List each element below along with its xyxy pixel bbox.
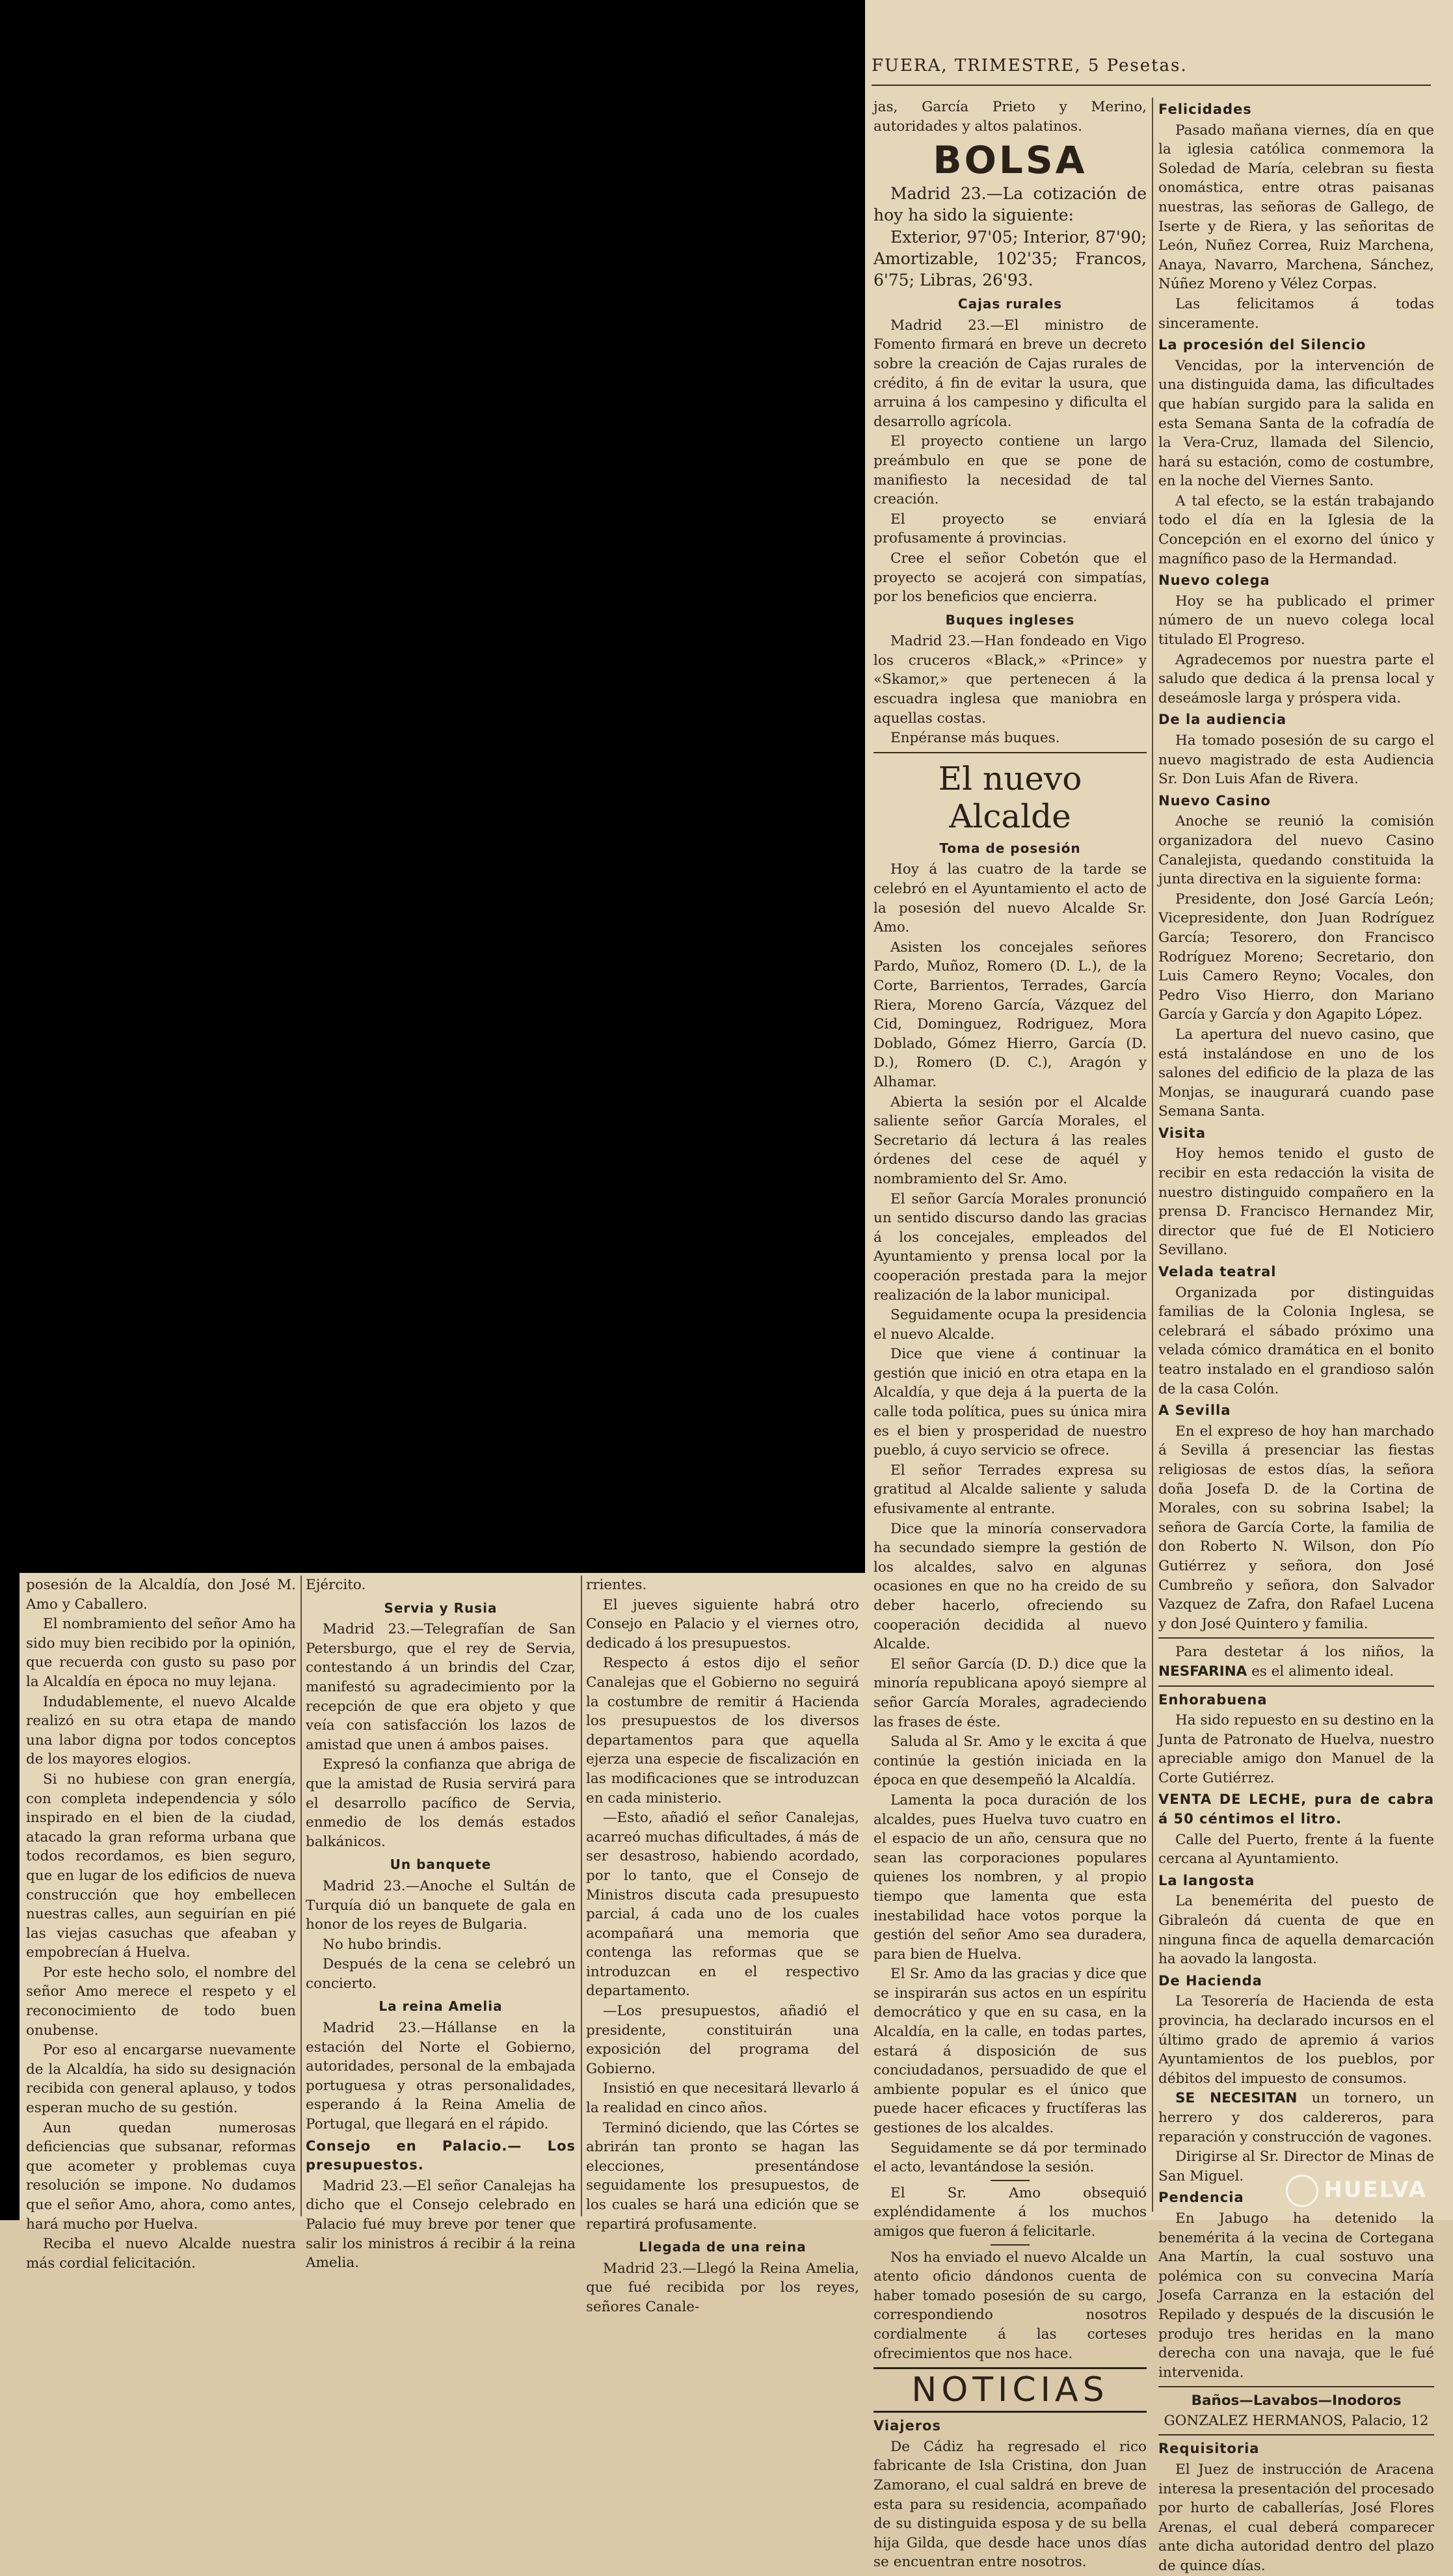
presupuestos-p2: Respecto á estos dijo el señor Canalejas que el Gobierno no seguirá la costumbre de remitir á Hacienda los presupuestos de los diversos departamentos para que aquella ejerza una especie de fiscalización en las modificaciones que se introduzcan en cada ministerio. <box>586 1655 859 1806</box>
procesion-p1: Vencidas, por la intervención de una distinguida dama, las dificultades que habían surgido para la salida en esta Semana Santa de la cofradía de la Vera-Cruz, llamada del Silencio, hará su estación, como de costumbre, en la noche del Viernes Santo. <box>1158 357 1434 490</box>
cajas-p4: Cree el señor Cobetón que el proyecto se acojerá con simpatías, por los beneficios que encierra. <box>873 550 1147 606</box>
cajas-p1: Madrid 23.—El ministro de Fomento firmará en breve un decreto sobre la creación de Cajas rurales de crédito, á fin de evitar la usura, que arruina á los campesino y dificulta el desarrollo agrícola. <box>873 317 1147 430</box>
necesitan-p2: Dirigirse al Sr. Director de Minas de San Miguel. <box>1158 2149 1434 2184</box>
enhorabuena-p1: Ha sido repuesto en su destino en la Junta de Patronato de Huelva, nuestro apreciable amigo don Manuel de la Corte Gutiérrez. <box>1158 1712 1434 1786</box>
toma-p4: El señor García Morales pronunció un sentido discurso dando las gracias á los concejales, empleados del Ayuntamiento y prensa local por la cooperación prestada para la mejor realización de la labor municipal. <box>873 1190 1147 1304</box>
cajas-heading: Cajas rurales <box>957 296 1063 312</box>
alcaldia-p3: Si no hubiese con gran energía, con completa independencia y sólo inspirado en el bien de la ciudad, atacado la gran reforma urbana que todos recordamos, es bien seguro, que en lugar de los edificios de nueva construcción que hoy embellecen nuestras calles, aun seguirían en pié las viejas casuchas que afeaban y empobrecían á Huelva. <box>26 1771 296 1961</box>
bolsa-heading: BOLSA <box>933 138 1087 183</box>
nesfarina-brand: NESFARINA <box>1158 1663 1247 1680</box>
casino-heading: Nuevo Casino <box>1158 792 1271 809</box>
toma-p11: Lamenta la poca duración de los alcaldes, pues Huelva tuvo cuatro en el espacio de un año, censura que no sean las corporaciones populares quienes los nombren, y al propio tiempo que lamenta que esta inestabilidad hace votos porque la gestión del señor Amo sea duradera, para bien de Huelva. <box>873 1791 1147 1963</box>
requisitoria-p1: El Juez de instrucción de Aracena interesa la presentación del procesado por hurto de caballerías, José Flores Arenas, el cual deberá comparecer ante dicha autoridad dentro del plazo de quince días. <box>1158 2462 1434 2575</box>
toma-p14: El Sr. Amo obsequió expléndidamente á los muchos amigos que fueron á felicitarle. <box>873 2184 1147 2240</box>
servia-heading: Servia y Rusia <box>384 1600 498 1616</box>
alcaldia-p1: El nombramiento del señor Amo ha sido muy bien recibido por la opinión, que recuerda con gusto su paso por la Alcaldía en época no muy lejana. <box>26 1616 296 1690</box>
toma-p10: Saluda al Sr. Amo y le excita á que continúe la gestión iniciada en la época en que desempeñó la Alcaldía. <box>873 1734 1147 1789</box>
llegada-p1: Madrid 23.—Llegó la Reina Amelia, que fué recibida por los reyes, señores Canale- <box>586 2260 859 2315</box>
toma-p3: Abierta la sesión por el Alcalde saliente señor García Morales, el Secretario dá lectura á las reales órdenes del cese de aquél y nombramiento del Sr. Amo. <box>873 1093 1147 1187</box>
casino-p3: La apertura del nuevo casino, que está instalándose en uno de los salones del edificio de la plaza de las Monjas, se inaugurará cuando pase Semana Santa. <box>1158 1026 1434 1120</box>
cajas-p2: El proyecto contiene un largo preámbulo en que se pone de manifiesto la necesidad de tal creación. <box>873 433 1147 508</box>
alcaldia-p7: Reciba el nuevo Alcalde nuestra más cordial felicitación. <box>26 2236 296 2272</box>
felic-p1: Pasado mañana viernes, día en que la iglesia católica conmemora la Soledad de María, celebran su fiesta onomástica, entre otras paisanas nuestras, las señoras de Gallego, de Iserte y de Riera, y las señoritas de León, Nuñez Correa, Ruiz Marchena, Anaya, Navarro, Marchena, Sánchez, Núñez Moreno y Vélez Corpas. <box>1158 122 1434 293</box>
alcalde-heading: El nuevo Alcalde <box>938 759 1082 835</box>
necesitan-heading: SE NECESITAN <box>1175 2090 1298 2107</box>
archive-watermark <box>1286 2175 1427 2207</box>
alcaldia-p4: Por este hecho solo, el nombre del señor Amo merece el respeto y el reconocimiento de todo buen onubense. <box>26 1964 296 2039</box>
necesitan-text: un tornero, un herrero y dos caldereros, para reparación y construcción de vagones. <box>1158 2090 1434 2145</box>
banquete-p1: Madrid 23.—Anoche el Sultán de Turquía dió un banquete de gala en honor de los reyes de Bulgaria. <box>306 1877 576 1933</box>
amelia-p1: Madrid 23.—Hállanse en la estación del Norte el Gobierno, autoridades, personal de la embajada portuguesa y otras personalidades, esperando á la Reina Amelia de Portugal, que llegará en el rápido. <box>306 2020 576 2133</box>
column-rule <box>581 1576 582 2216</box>
procesion-heading: La procesión del Silencio <box>1158 337 1366 353</box>
redacted-region-top <box>0 0 872 1573</box>
sevilla-heading: A Sevilla <box>1158 1402 1231 1419</box>
divider <box>991 2244 1030 2246</box>
divider <box>991 2180 1030 2181</box>
requisitoria-heading: Requisitoria <box>1158 2441 1260 2457</box>
viajeros-p1: De Cádiz ha regresado el rico fabricante de Isla Cristina, don Juan Zamorano, el cual saldrá en breve de esta para su residencia, acompañado de su distinguida esposa y de su bella hija Gilda, que desde hace unos días se encuentran entre nosotros. <box>873 2438 1147 2571</box>
langosta-heading: La langosta <box>1158 1872 1255 1888</box>
noticias-heading: NOTICIAS <box>873 2367 1147 2413</box>
casino-p2: Presidente, don José García León; Vicepresidente, don Juan Rodríguez García; Tesorero, don Francisco Rodríguez Moreno; Secretario, don Luis Camero Reyno; Vocales, don Pedro Viso Hierro, don Mariano García y García y don Agapito López. <box>1158 891 1434 1023</box>
intro-text: jas, García Prieto y Merino, autoridades y altos palatinos. <box>873 99 1147 135</box>
divider <box>1158 1637 1434 1639</box>
banquete-heading: Un banquete <box>390 1857 492 1873</box>
column-3 <box>873 98 1147 2571</box>
bolsa-values: Exterior, 97'05; Interior, 87'90; Amortizable, 102'35; Francos, 6'75; Libras, 26'93. <box>873 228 1147 290</box>
toma-p13: Seguidamente se dá por terminado el acto, levantándose la sesión. <box>873 2140 1147 2176</box>
langosta-p1: La benemérita del puesto de Gibraleón dá cuenta de que en ninguna finca de aquella demarcación ha aovado la langosta. <box>1158 1893 1434 1968</box>
servia-p1: Madrid 23.—Telegrafían de San Petersburgo, que el rey de Servia, contestando á un brindis del Czar, manifestó su agradecimiento por la recepción de que era objeto y que veía con satisfacción los lazos de amistad que unen á ambos paises. <box>306 1621 576 1753</box>
bottom-column-3 <box>586 1576 859 2315</box>
colega-p1: Hoy se ha publicado el primer número de un nuevo colega local titulado El Progreso. <box>1158 593 1434 649</box>
toma-p7: El señor Terrades expresa su gratitud al Alcalde saliente y saluda efusivamente al entrante. <box>873 1462 1147 1518</box>
subscription-header <box>872 56 1188 75</box>
nesfarina-text: Para destetar á los niños, la <box>1175 1644 1434 1661</box>
toma-p2: Asisten los concejales señores Pardo, Muñoz, Romero (D. L.), de la Corte, Barrientos, Terrades, García Riera, Moreno García, Vázquez del Cid, Dominguez, Rodriguez, Mora Doblado, Gómez Hierro, García (D. D.), Romero (D. C.), Aragón y Alhamar. <box>873 939 1147 1090</box>
pendencia-p1: En Jabugo ha detenido la benemérita á la vecina de Cortegana Ana Martín, la cual sostuvo una polémica con su convecina María Josefa Carranza en la estación del Repilado y después de la discusión le produjo tres heridas en la mano derecha con una navaja, que le fué intervenida. <box>1158 2210 1434 2381</box>
column-rule <box>1152 98 1153 2212</box>
viajeros-heading: Viajeros <box>873 2418 941 2434</box>
buques-heading: Buques ingleses <box>945 611 1075 628</box>
leche-ad-text: Calle del Puerto, frente á la fuente cercana al Ayuntamiento. <box>1158 1831 1434 1868</box>
toma-p5: Seguidamente ocupa la presidencia el nuevo Alcalde. <box>873 1307 1147 1343</box>
banquete-p2: No hubo brindis. <box>323 1936 442 1953</box>
enhorabuena-heading: Enhorabuena <box>1158 1691 1268 1708</box>
banquete-p3: Después de la cena se celebró un concierto. <box>306 1956 576 1992</box>
banos-ad-line2: GONZALEZ HERMANOS, Palacio, 12 <box>1164 2412 1429 2429</box>
leche-ad-heading: VENTA DE LECHE, pura de cabra á 50 céntimos el litro. <box>1158 1791 1434 1827</box>
audiencia-p1: Ha tomado posesión de su cargo el nuevo magistrado de esta Audiencia Sr. Don Luis Afan de Rivera. <box>1158 732 1434 788</box>
redacted-region-left <box>0 1573 20 2220</box>
presupuestos-p4: —Los presupuestos, añadió el presidente, constituirán una exposición del programa del Gobierno. <box>586 2003 859 2077</box>
colega-heading: Nuevo colega <box>1158 572 1270 589</box>
necesitan-ad <box>1158 2089 1434 2147</box>
watermark-label: HUELVA <box>1324 2177 1427 2203</box>
buques-p2: Enpéranse más buques. <box>890 730 1060 747</box>
audiencia-heading: De la audiencia <box>1158 712 1287 728</box>
archive-logo-icon <box>1286 2175 1318 2207</box>
toma-p15: Nos ha enviado el nuevo Alcalde un atento oficio dándonos cuenta de haber tomado posesión de su cargo, correspondiendo nosotros cordialmente á las corteses ofrecimientos que nos hace. <box>873 2249 1147 2362</box>
presupuestos-p5: Insistió en que necesitará llevarlo á la realidad en cinco años. <box>586 2080 859 2117</box>
felic-heading: Felicidades <box>1158 101 1252 117</box>
toma-heading: Toma de posesión <box>939 840 1081 856</box>
divider <box>1158 1685 1434 1687</box>
alcaldia-p6: Aun quedan numerosas deficiencias que subsanar, reformas que acometer y problemas cuya resolución se impone. No dudamos que el señor Amo, ahora, como antes, hará mucho por Huelva. <box>26 2119 296 2233</box>
column-4 <box>1158 98 1434 2575</box>
servia-p2: Expresó la confianza que abriga de que la amistad de Rusia servirá para el desarrollo pacífico de Servia, enmedio de los demás estados balkánicos. <box>306 1756 576 1850</box>
presupuestos-p1: El jueves siguiente habrá otro Consejo en Palacio y el viernes otro, dedicado á los presupuestos. <box>586 1596 859 1652</box>
toma-p12: El Sr. Amo da las gracias y dice que se inspirarán sus actos en un espíritu democrático y que en su casa, en la Alcaldía, en la calle, en todas partes, estará á disposición de sus conciudadanos, persuadido de que el ambiente popular es el único que puede hacer eficaces y fructíferas las gestiones de los alcaldes. <box>873 1966 1147 2137</box>
alcaldia-p2: Indudablemente, el nuevo Alcalde realizó en su otra etapa de mando una labor digna por todos conceptos de los mayores elogios. <box>26 1693 296 1768</box>
visita-p1: Hoy hemos tenido el gusto de recibir en esta redacción la visita de nuestro distinguido compañero en la prensa D. Francisco Hernandez Mir, director que fué de El Noticiero Sevillano. <box>1158 1146 1434 1259</box>
column-rule <box>300 1576 302 2216</box>
llegada-heading: Llegada de una reina <box>639 2239 806 2255</box>
sevilla-p1: En el expreso de hoy han marchado á Sevilla á presenciar las fiestas religiosas de estos días, la señora doña Josefa D. de la Cortina de Morales, con su sobrina Isabel; la señora de García Corte, la familia de don Roberto N. Wilson, don Pío Gutiérrez y señora, don José Cumbreño y señora, don Salvador Vazquez de Zafra, don Rafael Lucena y don José Quintero y familia. <box>1158 1423 1434 1632</box>
buques-p1: Madrid 23.—Han fondeado en Vigo los cruceros «Black,» «Prince» y «Skamor,» que pertenecen á la escuadra inglesa que maniobra en aquellas costas. <box>873 633 1147 727</box>
presupuestos-p6: Terminó diciendo, que las Córtes se abrirán tan pronto se hagan las elecciones, presentándose seguidamente los presupuestos, de los cuales se hará una edición que se repartirá profusamente. <box>586 2119 859 2233</box>
ejercito-p0: Ejército. <box>306 1577 366 1593</box>
bottom-column-2 <box>306 1576 576 2272</box>
header-rule <box>872 85 1431 86</box>
banos-ad-line1: Baños—Lavabos—Inodoros <box>1191 2393 1402 2409</box>
alcaldia-p0: posesión de la Alcaldía, don José M. Amo y Caballero. <box>26 1577 296 1613</box>
cajas-p3: El proyecto se enviará profusamente á provincias. <box>873 511 1147 547</box>
bottom-column-1 <box>26 1576 296 2272</box>
nesfarina-ad <box>1158 1643 1434 1681</box>
consejo-heading: Consejo en Palacio.— Los presupuestos. <box>306 2138 576 2173</box>
procesion-p2: A tal efecto, se la están trabajando todo el día en la Iglesia de la Concepción en el exorno del único y magnífico paso de la Hermandad. <box>1158 492 1434 567</box>
amelia-heading: La reina Amelia <box>379 1998 503 2015</box>
subscription-text: FUERA, TRIMESTRE, 5 Pesetas. <box>872 56 1188 75</box>
casino-p1: Anoche se reunió la comisión organizadora del nuevo Casino Canalejista, quedando constituida la junta directiva en la siguiente forma: <box>1158 813 1434 888</box>
felic-p2: Las felicitamos á todas sinceramente. <box>1158 295 1434 332</box>
hacienda-p1: La Tesorería de Hacienda de esta provincia, ha declarado incursos en el último grado de apremio á varios Ayuntamientos de los pueblos, por débitos del impuesto de consumos. <box>1158 1993 1434 2087</box>
velada-p1: Organizada por distinguidas familias de la Colonia Inglesa, se celebrará el sábado próximo una velada cómico dramática en el bonito teatro instalado en el grandioso salón de la casa Colón. <box>1158 1284 1434 1397</box>
bolsa-text: Madrid 23.—La cotización de hoy ha sido la siguiente: <box>873 184 1147 225</box>
divider <box>873 752 1147 753</box>
divider <box>1158 2386 1434 2387</box>
nesfarina-tail: es el alimento ideal. <box>1251 1663 1394 1680</box>
presupuestos-p0: rrientes. <box>586 1577 647 1593</box>
visita-heading: Visita <box>1158 1125 1206 1141</box>
consejo-p1: Madrid 23.—El señor Canalejas ha dicho que el Consejo celebrado en Palacio fué muy breve por tener que salir los ministros á recibir á la reina Amelia. <box>306 2177 576 2272</box>
presupuestos-p3: —Esto, añadió el señor Canalejas, acarreó muchas dificultades, á más de ser desastroso, habiendo acordado, por lo tanto, que el Consejo de Ministros discuta cada presupuesto parcial, á cada uno de los cuales acompañará una memoria que contenga las reformas que se introduzcan en el respectivo departamento. <box>586 1810 859 2000</box>
toma-p9: El señor García (D. D.) dice que la minoría republicana apoyó siempre al señor García Morales, agradeciendo las frases de éste. <box>873 1656 1147 1730</box>
toma-p1: Hoy á las cuatro de la tarde se celebró en el Ayuntamiento el acto de la posesión del nuevo Alcalde Sr. Amo. <box>873 861 1147 936</box>
velada-heading: Velada teatral <box>1158 1264 1277 1280</box>
divider <box>1158 2434 1434 2435</box>
toma-p6: Dice que viene á continuar la gestión que inició en otra etapa en la Alcaldía, y que deja á la puerta de la calle toda política, pues su única mira es el bien y prosperidad de nuestro pueblo, á cuyo servicio se ofrece. <box>873 1346 1147 1459</box>
alcaldia-p5: Por eso al encargarse nuevamente de la Alcaldía, ha sido su designación recibida con general aplauso, y todos esperan mucho de su gestión. <box>26 2042 296 2117</box>
colega-p2: Agradecemos por nuestra parte el saludo que dedica á la prensa local y deseámosle larga y próspera vida. <box>1158 651 1434 706</box>
pendencia-heading: Pendencia <box>1158 2190 1244 2206</box>
hacienda-heading: De Hacienda <box>1158 1972 1262 1989</box>
toma-p8: Dice que la minoría conservadora ha secundado siempre la gestión de los alcaldes, salvo en algunas ocasiones en que no ha creido de su deber hacerlo, ofreciendo su cooperación decidida al nuevo Alcalde. <box>873 1520 1147 1653</box>
